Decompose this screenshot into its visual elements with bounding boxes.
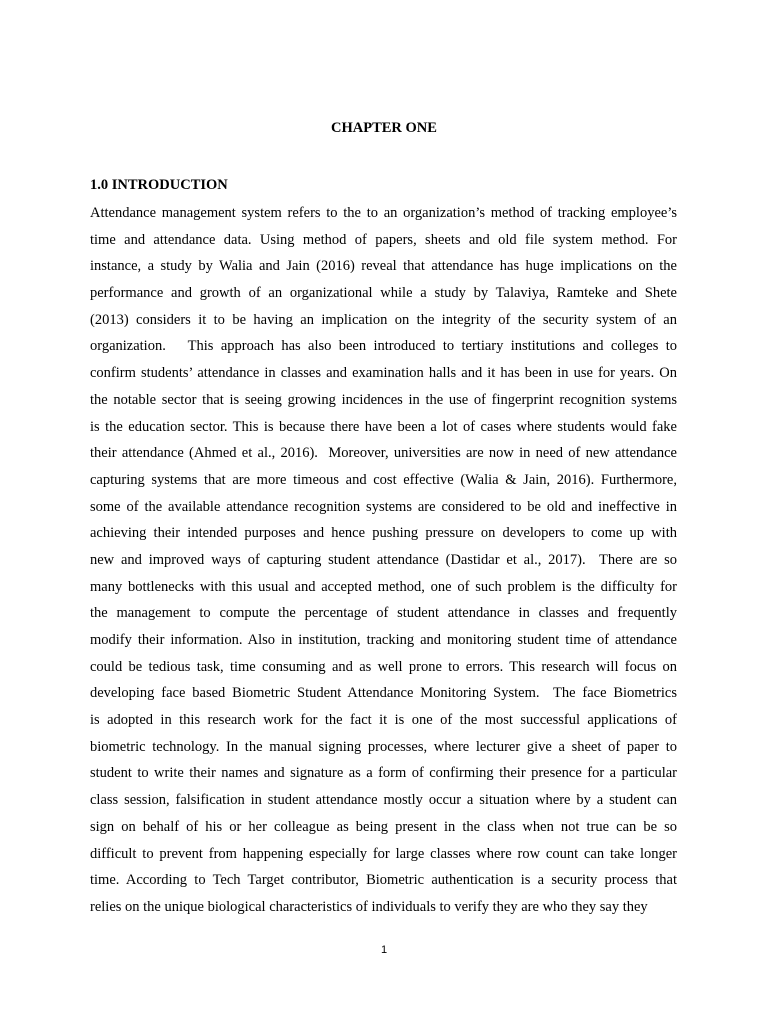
paragraph-line: the management to compute the percentage of student attendance in classes and frequently — [90, 605, 677, 622]
paragraph-line: time and attendance data. Using method of papers, sheets and old file system method. For — [90, 231, 677, 248]
paragraph-line: many bottlenecks with this usual and accepted method, one of such problem is the difficulty for — [90, 578, 677, 595]
paragraph-line: Attendance management system refers to the to an organization’s method of tracking employee’s — [90, 205, 677, 221]
paragraph-line: is adopted in this research work for the fact it is one of the most successful applications of — [90, 712, 677, 729]
paragraph-line: the notable sector that is seeing growing incidences in the use of fingerprint recognition systems — [90, 391, 677, 408]
paragraph-line: organization. This approach has also been introduced to tertiary institutions and colleges to — [90, 338, 677, 355]
paragraph-line: modify their information. Also in institution, tracking and monitoring student time of attendance — [90, 632, 677, 648]
paragraph-line: their attendance (Ahmed et al., 2016). Moreover, universities are now in need of new attendance — [90, 445, 677, 462]
paragraph-line: developing face based Biometric Student Attendance Monitoring System. The face Biometrics — [90, 685, 677, 702]
paragraph-line: some of the available attendance recognition systems are considered to be old and ineffective in — [90, 498, 677, 515]
section-heading: 1.0 INTRODUCTION — [90, 177, 228, 193]
body-paragraph — [90, 203, 677, 924]
paragraph-line: difficult to prevent from happening especially for large classes where row count can take longer — [90, 845, 677, 862]
paragraph-line: (2013) considers it to be having an implication on the integrity of the security system of an — [90, 311, 677, 328]
paragraph-line: time. According to Tech Target contributor, Biometric authentication is a security process that — [90, 872, 677, 889]
paragraph-line: could be tedious task, time consuming and as well prone to errors. This research will focus on — [90, 658, 677, 675]
chapter-title: CHAPTER ONE — [331, 120, 437, 136]
paragraph-line: achieving their intended purposes and hence pushing pressure on developers to come up with — [90, 525, 677, 542]
paragraph-line: capturing systems that are more timeous and cost effective (Walia & Jain, 2016). Furthermore, — [90, 471, 677, 488]
paragraph-line: is the education sector. This is because there have been a lot of cases where students would fake — [90, 418, 677, 435]
page-number: 1 — [380, 944, 388, 956]
paragraph-line: confirm students’ attendance in classes and examination halls and it has been in use for years. On — [90, 365, 677, 382]
paragraph-line: new and improved ways of capturing student attendance (Dastidar et al., 2017). There are so — [90, 551, 677, 568]
paragraph-line: class session, falsification in student attendance mostly occur a situation where by a student can — [90, 792, 677, 809]
paragraph-line: relies on the unique biological characteristics of individuals to verify they are who they say they — [90, 898, 648, 915]
paragraph-line: sign on behalf of his or her colleague as being present in the class when not true can be so — [90, 818, 677, 835]
paragraph-line: student to write their names and signature as a form of confirming their presence for a particular — [90, 765, 677, 782]
paragraph-line: instance, a study by Walia and Jain (2016) reveal that attendance has huge implications on the — [90, 258, 677, 275]
paragraph-line: biometric technology. In the manual signing processes, where lecturer give a sheet of paper to — [90, 738, 677, 755]
paragraph-line: performance and growth of an organizational while a study by Talaviya, Ramteke and Shete — [90, 285, 677, 302]
